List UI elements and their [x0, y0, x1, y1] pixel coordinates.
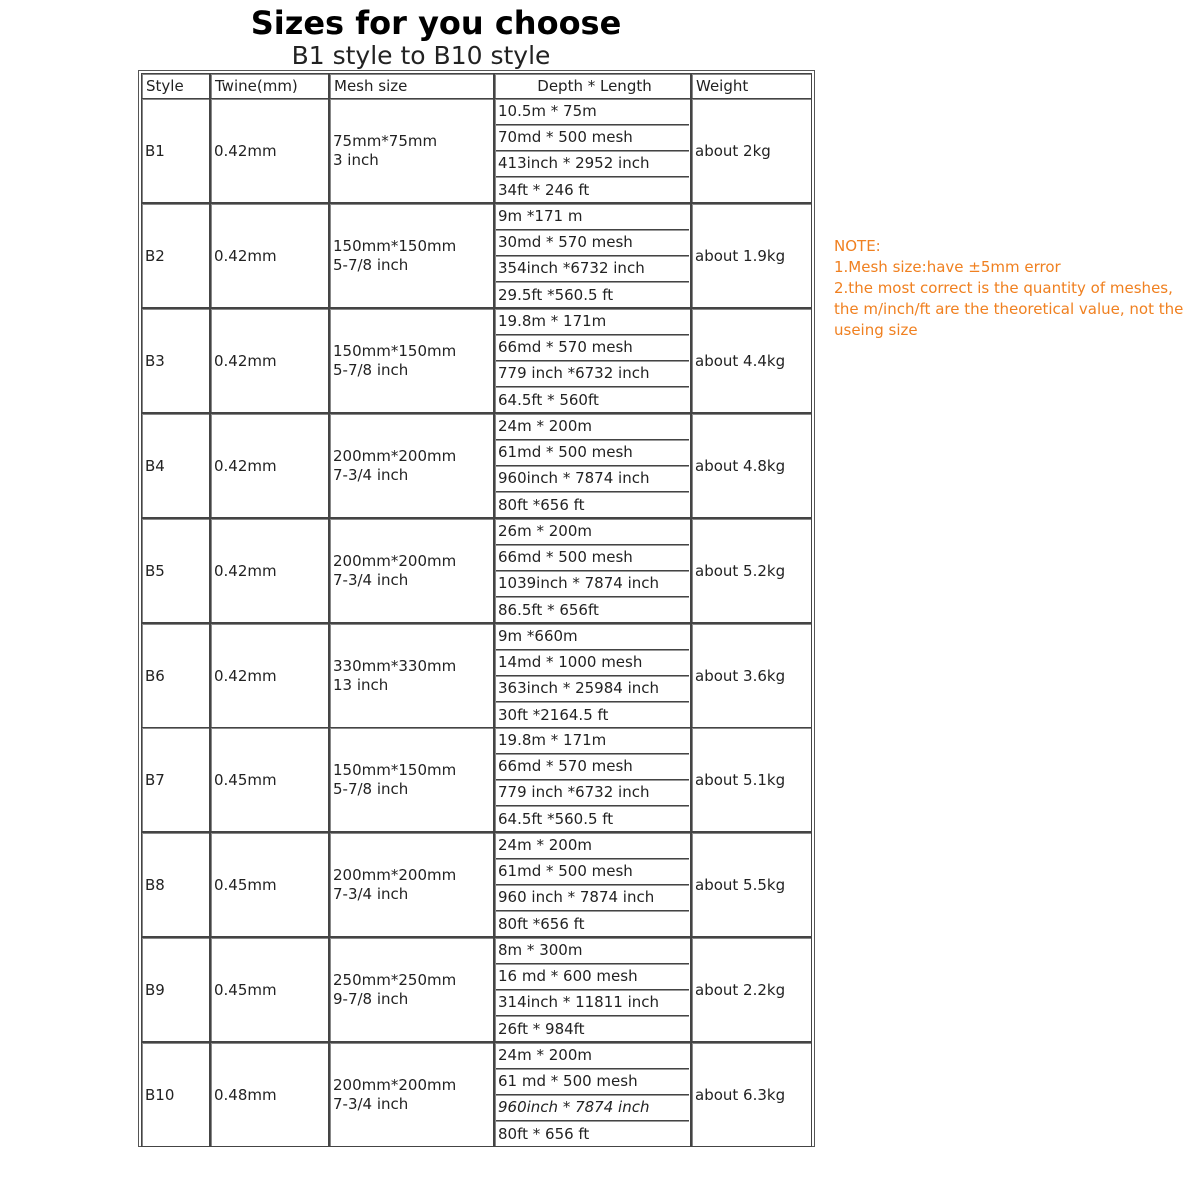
- weight-cell: about 5.1kg: [691, 727, 812, 832]
- depth-length-line: 960inch * 7874 inch: [496, 466, 689, 492]
- depth-length-line: 66md * 570 mesh: [496, 754, 689, 780]
- mesh-size-line: 75mm*75mm: [333, 131, 438, 150]
- weight-cell: about 4.8kg: [691, 413, 812, 518]
- depth-length-line: 779 inch *6732 inch: [496, 780, 689, 806]
- weight-cell: about 6.3kg: [691, 1042, 812, 1147]
- depth-length-line: 70md * 500 mesh: [496, 125, 689, 151]
- twine-cell: 0.45mm: [210, 727, 329, 832]
- mesh-size-cell: [329, 518, 494, 623]
- depth-length-line: 413inch * 2952 inch: [496, 151, 689, 177]
- header-depth: Depth * Length: [494, 73, 691, 99]
- depth-length-cell: [494, 518, 691, 623]
- depth-length-line: 16 md * 600 mesh: [496, 964, 689, 990]
- depth-length-line: 66md * 500 mesh: [496, 545, 689, 571]
- depth-length-line: 30md * 570 mesh: [496, 230, 689, 256]
- depth-length-line: 9m *171 m: [496, 204, 689, 230]
- depth-length-line: 363inch * 25984 inch: [496, 676, 689, 702]
- mesh-size-line: 7-3/4 inch: [333, 465, 409, 484]
- header-mesh: Mesh size: [329, 73, 494, 99]
- depth-length-line: 19.8m * 171m: [496, 728, 689, 754]
- style-cell: B6: [141, 623, 210, 728]
- depth-length-line: 19.8m * 171m: [496, 309, 689, 335]
- note-box: [834, 236, 1200, 341]
- twine-cell: 0.48mm: [210, 1042, 329, 1147]
- note-line-3: the m/inch/ft are the theoretical value, not the: [834, 300, 1184, 318]
- weight-cell: about 1.9kg: [691, 203, 812, 308]
- mesh-size-line: 7-3/4 inch: [333, 884, 409, 903]
- twine-cell: 0.45mm: [210, 937, 329, 1042]
- depth-length-cell: [494, 623, 691, 728]
- mesh-size-line: 150mm*150mm: [333, 236, 457, 255]
- depth-length-line: 26ft * 984ft: [498, 1020, 585, 1038]
- depth-length-line: 9m *660m: [496, 624, 689, 650]
- depth-length-cell: [494, 727, 691, 832]
- style-cell: B9: [141, 937, 210, 1042]
- style-cell: B8: [141, 832, 210, 937]
- depth-length-line: 64.5ft * 560ft: [498, 391, 599, 409]
- mesh-size-line: 5-7/8 inch: [333, 255, 409, 274]
- weight-cell: about 5.2kg: [691, 518, 812, 623]
- mesh-size-line: 5-7/8 inch: [333, 779, 409, 798]
- depth-length-cell: [494, 308, 691, 413]
- note-line-1: 1.Mesh size:have ±5mm error: [834, 258, 1061, 276]
- mesh-size-cell: [329, 413, 494, 518]
- depth-length-cell: [494, 1042, 691, 1147]
- depth-length-line: 86.5ft * 656ft: [498, 601, 599, 619]
- header-style: Style: [141, 73, 210, 99]
- twine-cell: 0.42mm: [210, 203, 329, 308]
- mesh-size-line: 200mm*200mm: [333, 551, 457, 570]
- mesh-size-line: 7-3/4 inch: [333, 570, 409, 589]
- mesh-size-cell: [329, 203, 494, 308]
- depth-length-cell: [494, 832, 691, 937]
- mesh-size-line: 200mm*200mm: [333, 446, 457, 465]
- mesh-size-cell: [329, 832, 494, 937]
- depth-length-cell: [494, 203, 691, 308]
- note-line-2: 2.the most correct is the quantity of meshes,: [834, 279, 1173, 297]
- depth-length-cell: [494, 937, 691, 1042]
- depth-length-line: 80ft *656 ft: [498, 915, 585, 933]
- depth-length-line: 314inch * 11811 inch: [496, 990, 689, 1016]
- style-cell: B10: [141, 1042, 210, 1147]
- depth-length-line: 960inch * 7874 inch: [496, 1095, 689, 1121]
- mesh-size-cell: [329, 1042, 494, 1147]
- depth-length-line: 61md * 500 mesh: [496, 859, 689, 885]
- depth-length-line: 26m * 200m: [496, 519, 689, 545]
- mesh-size-line: 150mm*150mm: [333, 760, 457, 779]
- style-cell: B1: [141, 98, 210, 203]
- depth-length-line: 14md * 1000 mesh: [496, 650, 689, 676]
- style-cell: B2: [141, 203, 210, 308]
- page-title: Sizes for you choose: [250, 4, 622, 42]
- depth-length-line: 61 md * 500 mesh: [496, 1069, 689, 1095]
- note-line-4: useing size: [834, 321, 918, 339]
- mesh-size-line: 13 inch: [333, 675, 389, 694]
- depth-length-line: 80ft *656 ft: [498, 496, 585, 514]
- depth-length-line: 24m * 200m: [496, 1043, 689, 1069]
- depth-length-line: 24m * 200m: [496, 833, 689, 859]
- twine-cell: 0.42mm: [210, 98, 329, 203]
- style-cell: B3: [141, 308, 210, 413]
- size-table: [138, 70, 815, 1147]
- mesh-size-line: 200mm*200mm: [333, 865, 457, 884]
- mesh-size-line: 9-7/8 inch: [333, 989, 409, 1008]
- mesh-size-cell: [329, 623, 494, 728]
- mesh-size-cell: [329, 98, 494, 203]
- mesh-size-line: 330mm*330mm: [333, 656, 457, 675]
- mesh-size-cell: [329, 727, 494, 832]
- depth-length-line: 34ft * 246 ft: [498, 181, 590, 199]
- mesh-size-line: 200mm*200mm: [333, 1075, 457, 1094]
- header-weight: Weight: [691, 73, 812, 99]
- mesh-size-cell: [329, 308, 494, 413]
- twine-cell: 0.42mm: [210, 518, 329, 623]
- twine-cell: 0.42mm: [210, 308, 329, 413]
- depth-length-line: 29.5ft *560.5 ft: [498, 286, 614, 304]
- depth-length-line: 24m * 200m: [496, 414, 689, 440]
- mesh-size-line: 150mm*150mm: [333, 341, 457, 360]
- mesh-size-line: 7-3/4 inch: [333, 1094, 409, 1113]
- twine-cell: 0.42mm: [210, 413, 329, 518]
- depth-length-line: 1039inch * 7874 inch: [496, 571, 689, 597]
- weight-cell: about 4.4kg: [691, 308, 812, 413]
- depth-length-cell: [494, 413, 691, 518]
- depth-length-line: 64.5ft *560.5 ft: [498, 810, 614, 828]
- twine-cell: 0.42mm: [210, 623, 329, 728]
- weight-cell: about 2.2kg: [691, 937, 812, 1042]
- note-heading: NOTE:: [834, 237, 881, 255]
- weight-cell: about 3.6kg: [691, 623, 812, 728]
- mesh-size-line: 250mm*250mm: [333, 970, 457, 989]
- mesh-size-line: 5-7/8 inch: [333, 360, 409, 379]
- weight-cell: about 5.5kg: [691, 832, 812, 937]
- depth-length-line: 779 inch *6732 inch: [496, 361, 689, 387]
- mesh-size-cell: [329, 937, 494, 1042]
- depth-length-cell: [494, 98, 691, 203]
- depth-length-line: 66md * 570 mesh: [496, 335, 689, 361]
- depth-length-line: 354inch *6732 inch: [496, 256, 689, 282]
- depth-length-line: 61md * 500 mesh: [496, 440, 689, 466]
- depth-length-line: 8m * 300m: [496, 938, 689, 964]
- depth-length-line: 30ft *2164.5 ft: [498, 706, 609, 724]
- mesh-size-line: 3 inch: [333, 150, 379, 169]
- depth-length-line: 960 inch * 7874 inch: [496, 885, 689, 911]
- depth-length-line: 80ft * 656 ft: [498, 1125, 590, 1143]
- depth-length-line: 10.5m * 75m: [496, 99, 689, 125]
- weight-cell: about 2kg: [691, 98, 812, 203]
- header-twine: Twine(mm): [210, 73, 329, 99]
- style-cell: B7: [141, 727, 210, 832]
- style-cell: B4: [141, 413, 210, 518]
- style-cell: B5: [141, 518, 210, 623]
- twine-cell: 0.45mm: [210, 832, 329, 937]
- page-subtitle: B1 style to B10 style: [291, 41, 551, 70]
